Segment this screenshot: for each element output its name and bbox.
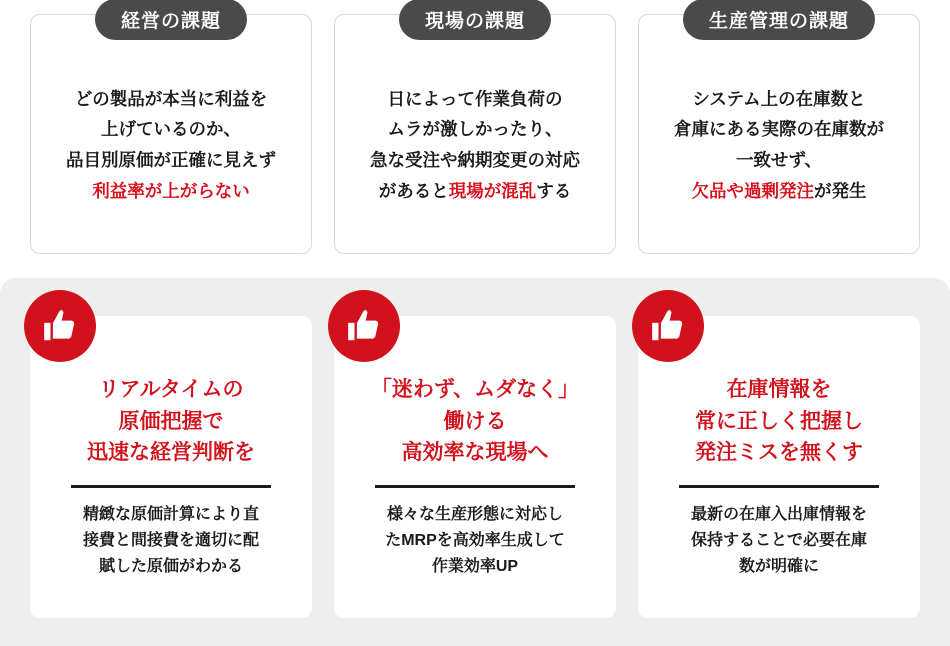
problem-line-highlight: 欠品や過剰発注が発生	[691, 180, 867, 201]
solution-desc-line: たMRPを高効率生成して	[385, 531, 565, 549]
problem-card	[30, 11, 312, 254]
solution-description	[385, 502, 565, 581]
solution-title-line: 在庫情報を	[726, 378, 832, 401]
problem-text	[358, 84, 592, 207]
solution-title-line: リアルタイムの	[98, 378, 244, 401]
problem-line: 上げているのか、	[101, 119, 241, 140]
divider	[679, 485, 879, 488]
solution-card	[30, 316, 312, 618]
solution-desc-line: 賦した原価がわかる	[98, 558, 243, 576]
solution-title	[695, 374, 863, 469]
thumbs-up-icon	[632, 290, 704, 362]
solution-card	[334, 316, 616, 618]
solution-title-line: 高効率な現場へ	[401, 441, 549, 464]
solution-card	[638, 316, 920, 618]
divider	[375, 485, 575, 488]
problem-badge: 経営の課題	[95, 0, 247, 40]
problem-line: 一致せず、	[735, 150, 823, 170]
problem-card	[638, 11, 920, 254]
solution-desc-line: 最新の在庫入出庫情報を	[690, 505, 867, 523]
thumbs-up-icon	[24, 290, 96, 362]
problem-line: ムラが激しかったり、	[387, 119, 563, 140]
solution-desc-line: 接費と間接費を適切に配	[82, 531, 259, 549]
problem-line: システム上の在庫数と	[692, 88, 866, 109]
solution-title-line: 「迷わず、ムダなく」	[370, 378, 580, 401]
solution-description	[691, 502, 867, 581]
solution-desc-line: 精緻な原価計算により直	[82, 505, 259, 523]
problem-line-highlight: 利益率が上がらない	[92, 180, 250, 201]
solution-title-line: 原価把握で	[118, 409, 224, 433]
solution-title-line: 迅速な経営判断を	[87, 441, 255, 464]
solution-title	[87, 374, 255, 469]
problem-line: 日によって作業負荷の	[387, 88, 563, 109]
solutions-section	[0, 316, 950, 646]
problem-line: 急な受注や納期変更の対応	[370, 150, 580, 170]
problem-text	[54, 84, 288, 207]
problem-line: 品目別原価が正確に見えず	[66, 150, 276, 170]
problem-line: どの製品が本当に利益を	[74, 88, 268, 109]
divider	[71, 485, 271, 488]
solution-desc-line: 保持することで必要在庫	[690, 531, 867, 549]
solution-title-line: 発注ミスを無くす	[695, 441, 863, 464]
solution-desc-line: 数が明確に	[738, 558, 819, 576]
solution-title-line: 働ける	[443, 409, 507, 433]
problem-badge: 現場の課題	[399, 0, 551, 40]
thumbs-up-icon	[328, 290, 400, 362]
solution-desc-line: 様々な生産形態に対応し	[386, 505, 563, 523]
down-arrow-icon	[441, 278, 509, 304]
problem-line-highlight: があると現場が混乱する	[378, 180, 572, 201]
problem-text	[662, 84, 896, 207]
problem-card	[334, 11, 616, 254]
solution-title-line: 常に正しく把握し	[695, 409, 863, 433]
solution-description	[83, 502, 259, 581]
solution-title	[371, 374, 579, 469]
problems-section	[0, 0, 950, 278]
problem-line: 倉庫にある実際の在庫数が	[674, 119, 884, 140]
problem-badge: 生産管理の課題	[683, 0, 875, 40]
solution-desc-line: 作業効率UP	[431, 558, 519, 576]
